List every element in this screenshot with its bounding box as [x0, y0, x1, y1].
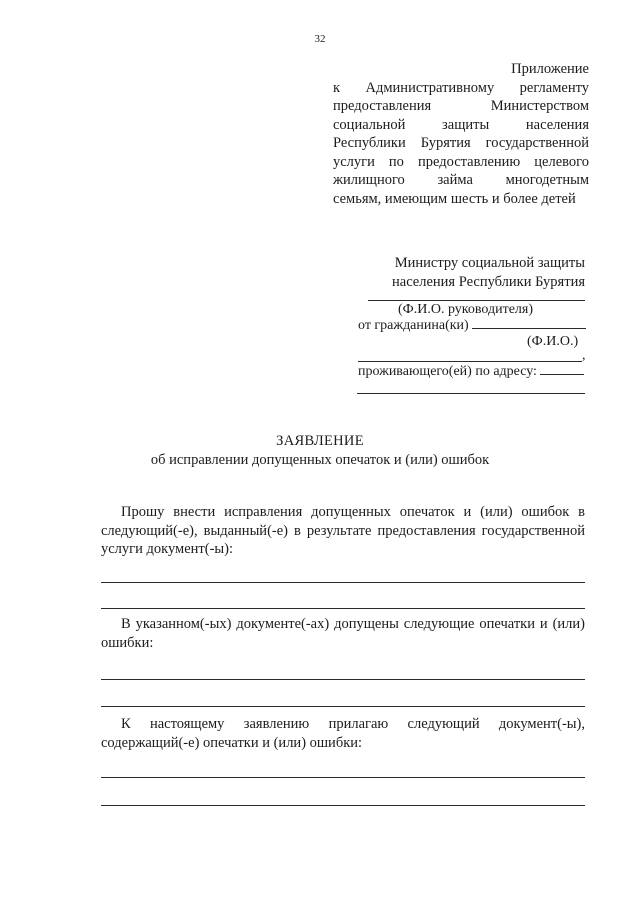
appendix-line: семьям, имеющим шесть и более детей: [333, 190, 576, 207]
citizen-fio-caption: (Ф.И.О.): [527, 334, 579, 349]
citizen-name-line-2[interactable]: [358, 361, 582, 362]
request-text: Прошу внести исправления допущенных опечаток и (или) ошибок в следующий(-е), выданный(-е) в результате предоставления государственной услуги документ(-ы):: [101, 504, 585, 557]
head-name-line[interactable]: [368, 300, 585, 301]
errors-line-2[interactable]: [101, 706, 585, 707]
addressee-line: населения Республики Бурятия: [392, 273, 585, 290]
appendix-line: услуги по предоставлению целевого: [333, 153, 589, 170]
attach-text: К настоящему заявлению прилагаю следующий документ(-ы), содержащий(-е) опечатки и (или) ошибки:: [101, 716, 585, 751]
comma-mark: ,: [582, 348, 586, 363]
page-number: 32: [314, 33, 326, 45]
from-citizen-text: от гражданина(ки): [358, 318, 469, 333]
attach-paragraph: [101, 715, 585, 752]
errors-text: В указанном(-ых) документе(-ах) допущены следующие опечатки и (или) ошибки:: [101, 616, 585, 651]
address-line-2[interactable]: [357, 393, 585, 394]
addressee-line: Министру социальной защиты: [394, 255, 585, 271]
appendix-line: жилищного займа многодетным: [333, 172, 589, 188]
errors-paragraph: [101, 615, 585, 652]
address-label-row: [358, 364, 584, 380]
addressee-block: [340, 254, 585, 291]
head-name-caption: (Ф.И.О. руководителя): [398, 302, 533, 317]
errors-line-1[interactable]: [101, 679, 585, 680]
appendix-line: предоставления Министерством: [333, 98, 589, 114]
address-label: проживающего(ей) по адресу:: [358, 364, 537, 379]
appendix-header: [333, 60, 589, 208]
appendix-line: Республики Бурятия государственной: [333, 135, 589, 151]
citizen-name-field[interactable]: [472, 328, 586, 329]
request-paragraph: [101, 503, 585, 559]
attach-line-1[interactable]: [101, 777, 585, 778]
document-title: ЗАЯВЛЕНИЕ: [276, 433, 364, 449]
address-field[interactable]: [540, 374, 584, 375]
from-citizen-label: [358, 318, 586, 334]
appendix-line: к Административному регламенту: [333, 79, 589, 96]
documents-line-1[interactable]: [101, 582, 585, 583]
document-subtitle: об исправлении допущенных опечаток и (или) ошибок: [150, 452, 490, 468]
appendix-heading: Приложение: [511, 61, 589, 77]
attach-line-2[interactable]: [101, 805, 585, 806]
appendix-line: социальной защиты населения: [333, 116, 589, 133]
documents-line-2[interactable]: [101, 608, 585, 609]
